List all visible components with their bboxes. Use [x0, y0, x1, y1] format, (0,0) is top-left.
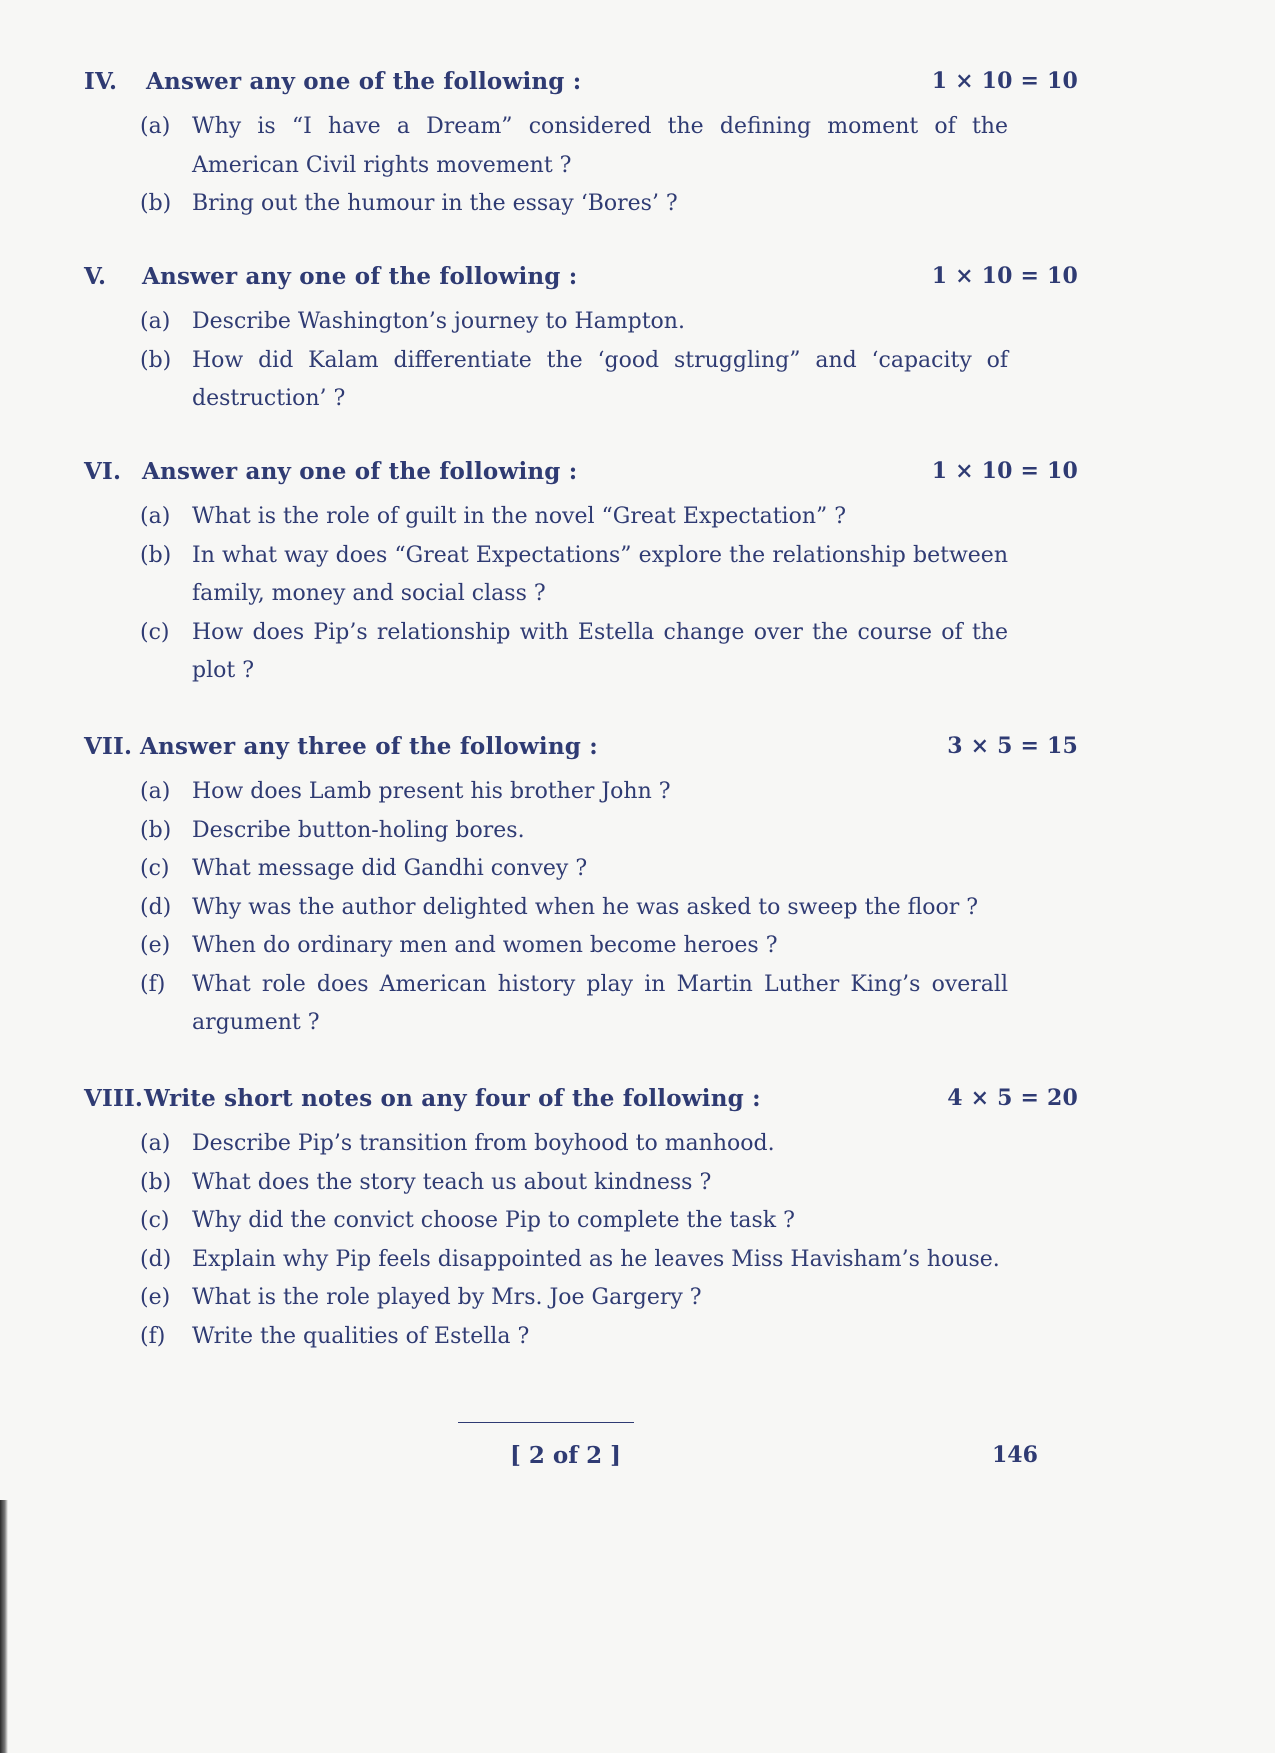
section-number: V.: [84, 263, 107, 290]
question-text: Write the qualities of Estella ?: [192, 1323, 530, 1349]
question-text: What is the role of guilt in the novel “Great Expectation” ?: [192, 504, 847, 529]
question-label: (a): [140, 1131, 171, 1156]
question-text: What role does American history play in Martin Luther King’s overall argument ?: [192, 971, 1008, 1035]
question-label: (f): [140, 971, 166, 997]
question-text: What is the role played by Mrs. Joe Gargery ?: [192, 1285, 702, 1310]
question-text: How did Kalam differentiate the ‘good struggling” and ‘capacity of destruction’ ?: [192, 347, 1008, 411]
page-number: [ 2 of 2 ]: [510, 1442, 622, 1469]
question-label: (d): [140, 894, 172, 920]
question-label: (b): [140, 817, 172, 843]
question-text: How does Lamb present his brother John ?: [192, 779, 671, 804]
section-v: [84, 263, 1078, 419]
section-heading: [84, 1085, 1078, 1125]
question-item: [84, 927, 1078, 966]
question-label: (a): [140, 504, 171, 529]
question-item: [84, 812, 1078, 851]
section-title: Write short notes on any four of the following :: [144, 1085, 761, 1112]
question-label: (a): [140, 779, 171, 804]
question-text: Describe Pip’s transition from boyhood to manhood.: [192, 1131, 775, 1156]
question-item: [84, 1318, 1078, 1357]
question-item: [84, 889, 1078, 928]
section-title: Answer any three of the following :: [140, 733, 598, 760]
question-label: (b): [140, 347, 172, 373]
question-item: [84, 1279, 1078, 1318]
section-viii: [84, 1085, 1078, 1356]
question-item: [84, 342, 1078, 419]
question-label: (b): [140, 191, 172, 216]
question-label: (e): [140, 933, 171, 958]
section-marks: 1 × 10 = 10: [931, 458, 1078, 484]
section-title: Answer any one of the following :: [142, 263, 578, 290]
section-heading: [84, 733, 1078, 773]
section-number: VIII.: [84, 1085, 144, 1112]
section-number: IV.: [84, 68, 118, 95]
question-label: (c): [140, 1208, 170, 1233]
section-title: Answer any one of the following :: [146, 68, 582, 95]
question-text: Why was the author delighted when he was asked to sweep the floor ?: [192, 894, 979, 920]
section-marks: 4 × 5 = 20: [947, 1085, 1078, 1111]
question-item: [84, 850, 1078, 889]
question-item: [84, 614, 1078, 691]
question-text: Describe button-holing bores.: [192, 817, 525, 843]
section-heading: [84, 263, 1078, 303]
section-title: Answer any one of the following :: [142, 458, 578, 485]
question-item: [84, 1241, 1078, 1280]
question-text: What message did Gandhi convey ?: [192, 856, 588, 881]
section-marks: 3 × 5 = 15: [947, 733, 1078, 759]
question-label: (f): [140, 1323, 166, 1349]
question-label: (d): [140, 1246, 172, 1272]
section-heading: [84, 68, 1078, 108]
section-iv: [84, 68, 1078, 224]
question-text: Why did the convict choose Pip to complete the task ?: [192, 1208, 795, 1233]
question-label: (b): [140, 1169, 172, 1195]
question-item: [84, 303, 1078, 342]
section-number: VI.: [84, 458, 122, 485]
question-text: Describe Washington’s journey to Hampton.: [192, 309, 685, 334]
paper-code: 146: [992, 1442, 1038, 1468]
end-rule: [458, 1422, 634, 1423]
question-item: [84, 1125, 1078, 1164]
question-item: [84, 966, 1078, 1043]
scan-edge-shadow: [0, 1500, 8, 1753]
section-number: VII.: [84, 733, 133, 760]
question-item: [84, 108, 1078, 185]
question-text: Why is “I have a Dream” considered the defining moment of the American Civil rights movement ?: [192, 114, 1008, 178]
question-text: Bring out the humour in the essay ‘Bores’ ?: [192, 191, 678, 216]
question-text: When do ordinary men and women become heroes ?: [192, 933, 778, 958]
question-item: [84, 185, 1078, 224]
question-text: Explain why Pip feels disappointed as he leaves Miss Havisham’s house.: [192, 1246, 1000, 1272]
question-label: (a): [140, 309, 171, 334]
question-item: [84, 498, 1078, 537]
question-item: [84, 537, 1078, 614]
question-item: [84, 773, 1078, 812]
question-label: (b): [140, 542, 172, 568]
question-text: What does the story teach us about kindness ?: [192, 1169, 712, 1195]
question-text: In what way does “Great Expectations” explore the relationship between family, money and social class ?: [192, 542, 1008, 606]
question-item: [84, 1164, 1078, 1203]
section-vi: [84, 458, 1078, 691]
section-marks: 1 × 10 = 10: [931, 263, 1078, 289]
question-label: (a): [140, 114, 171, 139]
question-text: How does Pip’s relationship with Estella change over the course of the plot ?: [192, 619, 1008, 683]
question-label: (c): [140, 856, 170, 881]
section-marks: 1 × 10 = 10: [931, 68, 1078, 94]
question-label: (e): [140, 1285, 171, 1310]
question-label: (c): [140, 619, 170, 645]
section-heading: [84, 458, 1078, 498]
section-vii: [84, 733, 1078, 1043]
question-item: [84, 1202, 1078, 1241]
